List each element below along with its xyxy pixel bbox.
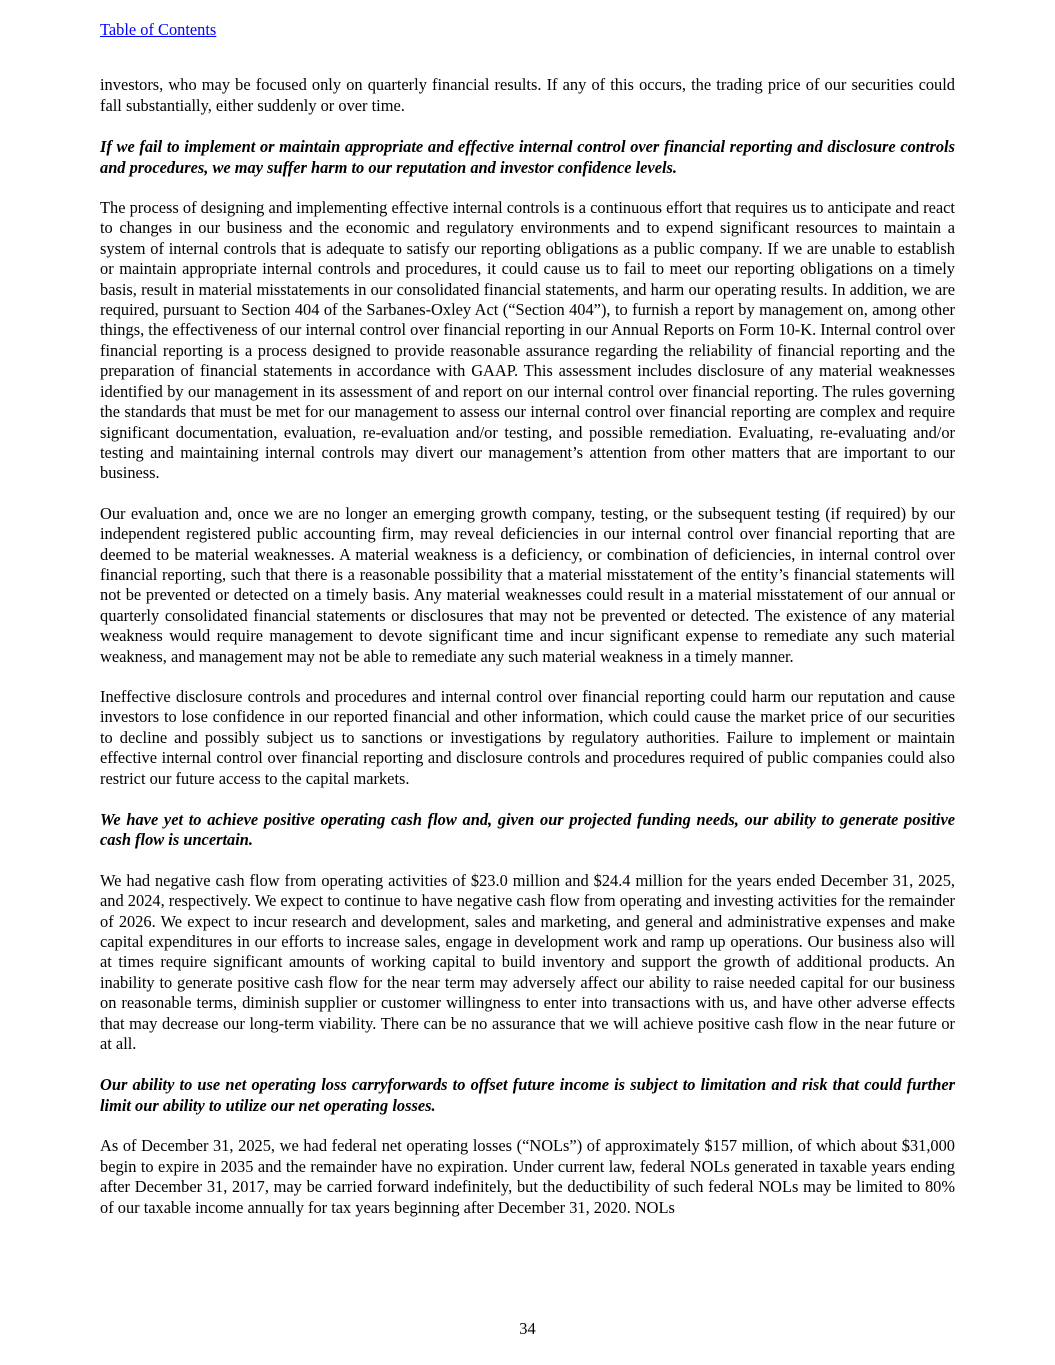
paragraph-nols-detail: As of December 31, 2025, we had federal net operating losses (“NOLs”) of approximately $157 million, of which about $31,000 begin to expire in 2035 and the remainder have no expiration. Under current law, federal NOLs generated in taxable years ending after December 31, 2017, may be carried forward indefinitely, but the deductibility of such federal NOLs may be limited to 80% of our taxable income annually for tax years beginning after December 31, 2020. NOLs xyxy=(100,1136,955,1217)
risk-heading-internal-control: If we fail to implement or maintain appropriate and effective internal control over financial reporting and disclosure controls and procedures, we may suffer harm to our reputation and investor confidence levels. xyxy=(100,137,955,177)
paragraph-negative-cash-flow: We had negative cash flow from operating activities of $23.0 million and $24.4 million for the years ended December 31, 2025, and 2024, respectively. We expect to continue to have negative cash flow from operating and investing activities for the remainder of 2026. We expect to incur research and development, sales and marketing, and general and administrative expenses and make capital expenditures in our efforts to increase sales, engage in development work and ramp up operations. Our business also will at times require significant amounts of working capital to build inventory and support the growth of additional products. An inability to generate positive cash flow for the near term may adversely affect our ability to raise needed capital for our business on reasonable terms, diminish supplier or customer willingness to enter into transactions with us, and have other adverse effects that may decrease our long-term viability. There can be no assurance that we will achieve positive cash flow in the near future or at all. xyxy=(100,870,955,1054)
paragraph-ineffective-disclosure-controls: Ineffective disclosure controls and procedures and internal control over financial reporting could harm our reputation and cause investors to lose confidence in our reported financial and other information, which could cause the market price of our securities to decline and possibly subject us to sanctions or investigations by regulatory authorities. Failure to implement or maintain effective internal control over financial reporting and disclosure controls and procedures required of public companies could also restrict our future access to the capital markets. xyxy=(100,686,955,788)
paragraph-material-weakness-evaluation: Our evaluation and, once we are no longer an emerging growth company, testing, or the subsequent testing (if required) by our independent registered public accounting firm, may reveal deficiencies in our internal control over financial reporting that are deemed to be material weaknesses. A material weakness is a deficiency, or combination of deficiencies, in internal control over financial reporting, such that there is a reasonable possibility that a material misstatement of the entity’s financial statements will not be prevented or detected on a timely basis. Any material weaknesses could result in a material misstatement of our annual or quarterly consolidated financial statements or disclosures that may not be prevented or detected. The existence of any material weakness would require management to devote significant time and incur significant expense to remediate any such material weakness, and management may not be able to remediate any such material weakness in a timely manner. xyxy=(100,503,955,666)
risk-heading-operating-cash-flow: We have yet to achieve positive operating cash flow and, given our projected funding needs, our ability to generate positive cash flow is uncertain. xyxy=(100,810,955,850)
paragraph-internal-controls-process: The process of designing and implementing effective internal controls is a continuous effort that requires us to anticipate and react to changes in our business and the economic and regulatory environments and to expend significant resources to maintain a system of internal controls that is adequate to satisfy our reporting obligations as a public company. If we are unable to establish or maintain appropriate internal controls and procedures, it could cause us to fail to meet our reporting obligations on a timely basis, result in material misstatements in our consolidated financial statements, and harm our operating results. In addition, we are required, pursuant to Section 404 of the Sarbanes-Oxley Act (“Section 404”), to furnish a report by management on, among other things, the effectiveness of our internal control over financial reporting in our Annual Reports on Form 10-K. Internal control over financial reporting is a process designed to provide reasonable assurance regarding the reliability of financial reporting and the preparation of financial statements in accordance with GAAP. This assessment includes disclosure of any material weaknesses identified by our management in its assessment of and report on our internal control over financial reporting. The rules governing the standards that must be met for our management to assess our internal control over financial reporting are complex and require significant documentation, evaluation, re-evaluation and/or testing, and possible remediation. Evaluating, re-evaluating and/or testing and maintaining internal controls may divert our management’s attention from other matters that are important to our business. xyxy=(100,198,955,483)
table-of-contents-link[interactable]: Table of Contents xyxy=(100,20,217,39)
risk-heading-net-operating-losses: Our ability to use net operating loss carryforwards to offset future income is subject to limitation and risk that could further limit our ability to utilize our net operating losses. xyxy=(100,1075,955,1115)
page-number: 34 xyxy=(519,1318,536,1338)
paragraph-trading-price-continuation: investors, who may be focused only on quarterly financial results. If any of this occurs, the trading price of our securities could fall substantially, either suddenly or over time. xyxy=(100,75,955,115)
